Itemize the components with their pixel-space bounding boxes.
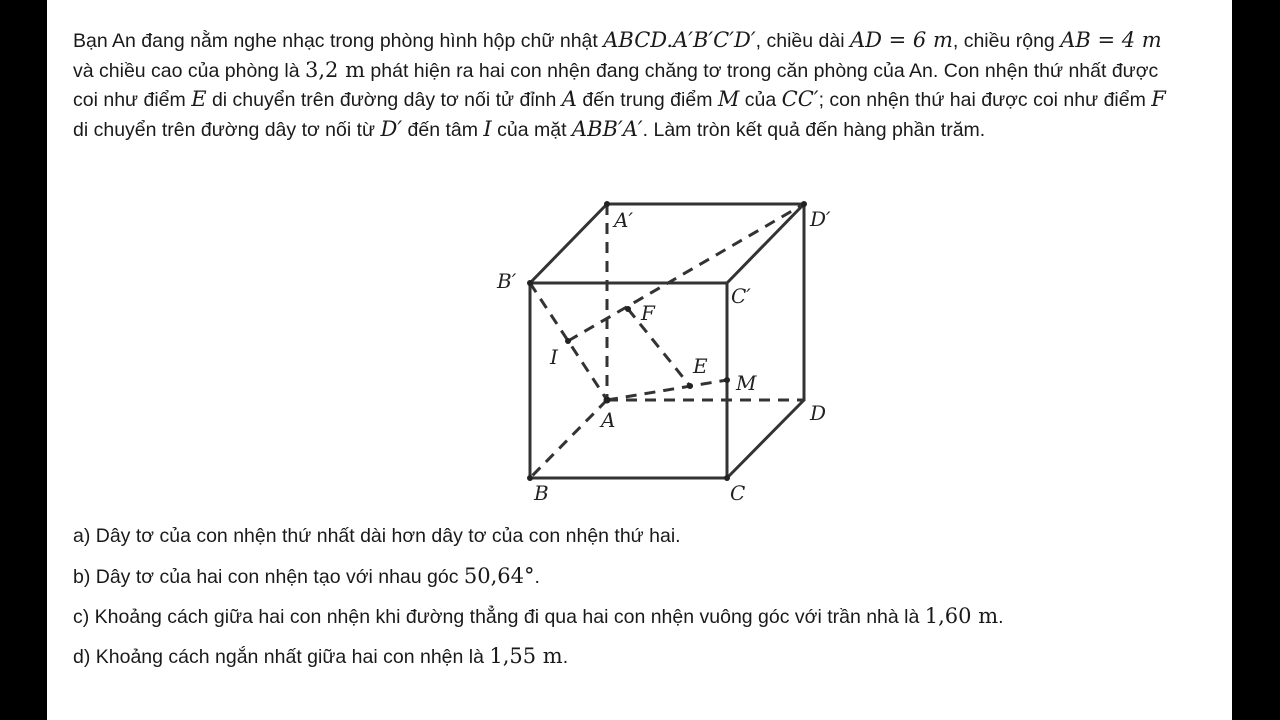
label-c-prime: C′ — [731, 284, 751, 308]
math-point-d-prime: D′ — [380, 116, 403, 141]
math-point-a: A — [561, 87, 577, 111]
point-e — [687, 383, 693, 389]
option-b — [73, 561, 1173, 601]
document-page — [47, 0, 1232, 720]
problem-text: Bạn An đang nằm nghe nhạc trong phòng hình hộp chữ nhật — [73, 30, 604, 52]
label-m: M — [736, 371, 757, 395]
point-b-prime — [527, 280, 533, 286]
option-b-math: 50,64° — [463, 564, 535, 588]
option-c-text: c) Khoảng cách giữa hai con nhện khi đường thẳng đi qua hai con nhện vuông góc với trần nhà là — [73, 606, 925, 628]
answer-options — [73, 521, 1173, 681]
math-point-m: M — [717, 87, 740, 111]
label-f: F — [641, 301, 655, 325]
option-b-text: b) Dây tơ của hai con nhện tạo với nhau góc — [73, 566, 464, 588]
label-a: A — [601, 408, 616, 432]
label-d-prime: D′ — [810, 207, 831, 231]
label-a-prime: A′ — [614, 208, 633, 232]
option-a — [73, 521, 1173, 561]
thread-i-d1 — [568, 204, 804, 341]
hidden-edge-a-b — [530, 400, 607, 478]
option-d-text: d) Khoảng cách ngắn nhất giữa hai con nhện là — [73, 646, 490, 668]
problem-text: của — [739, 89, 782, 111]
option-c-end: . — [998, 606, 1004, 628]
thread-a-m — [607, 380, 727, 400]
point-b — [527, 475, 533, 481]
edge-c-d — [727, 400, 804, 478]
point-m — [724, 377, 730, 383]
math-height: 3,2 m — [305, 57, 366, 82]
math-point-i: I — [483, 116, 492, 141]
option-a-text: a) Dây tơ của con nhện thứ nhất dài hơn dây tơ của con nhện thứ hai. — [73, 525, 681, 547]
problem-text: , chiều dài — [755, 30, 850, 52]
math-segment-cc: CC′ — [781, 87, 819, 111]
point-d-prime — [801, 201, 807, 207]
math-point-e: E — [191, 87, 207, 111]
math-length: AD = 6 m — [849, 28, 953, 52]
problem-text: ; con nhện thứ hai được coi như điểm — [818, 89, 1152, 111]
point-a — [604, 397, 611, 404]
option-d-math: 1,55 m — [489, 644, 563, 668]
label-i: I — [550, 345, 558, 369]
point-i — [565, 338, 571, 344]
problem-text: , chiều rộng — [952, 30, 1061, 52]
problem-text: di chuyển trên đường dây tơ nối tử đỉnh — [206, 89, 562, 111]
problem-text: và chiều cao của phòng là — [73, 59, 306, 82]
problem-text: đến tâm — [402, 118, 484, 141]
problem-text: phát hiện ra hai con nhện đang chăng tơ trong căn phòng của An. Con nhện thứ nhất được coi như điểm — [73, 59, 1159, 111]
point-a-prime — [604, 201, 610, 207]
box-figure — [450, 190, 850, 510]
math-box-name: ABCD.A′B′C′D′ — [603, 28, 756, 52]
option-d-end: . — [562, 646, 569, 668]
option-c — [73, 601, 1173, 641]
label-c: C — [730, 481, 746, 505]
problem-text: di chuyển trên đường dây tơ nối từ — [73, 118, 381, 141]
point-f — [625, 306, 631, 312]
label-b: B — [534, 481, 549, 505]
problem-text: . Làm tròn kết quả đến hàng phần trăm. — [642, 118, 986, 141]
label-d: D — [810, 401, 827, 425]
problem-text: của mặt — [491, 118, 572, 141]
math-face: ABB′A′ — [571, 116, 643, 141]
option-d — [73, 641, 1173, 681]
problem-text: đến trung điểm — [576, 89, 718, 111]
box-diagram — [450, 190, 850, 510]
segment-f-e — [628, 309, 690, 386]
edge-b1-a1 — [530, 204, 607, 283]
option-c-math: 1,60 m — [924, 604, 999, 628]
label-e: E — [693, 354, 708, 378]
math-width: AB = 4 m — [1060, 28, 1162, 52]
math-point-f: F — [1151, 87, 1166, 111]
option-b-end: . — [534, 566, 540, 588]
problem-statement — [73, 26, 1173, 144]
label-b-prime: B′ — [497, 269, 517, 293]
